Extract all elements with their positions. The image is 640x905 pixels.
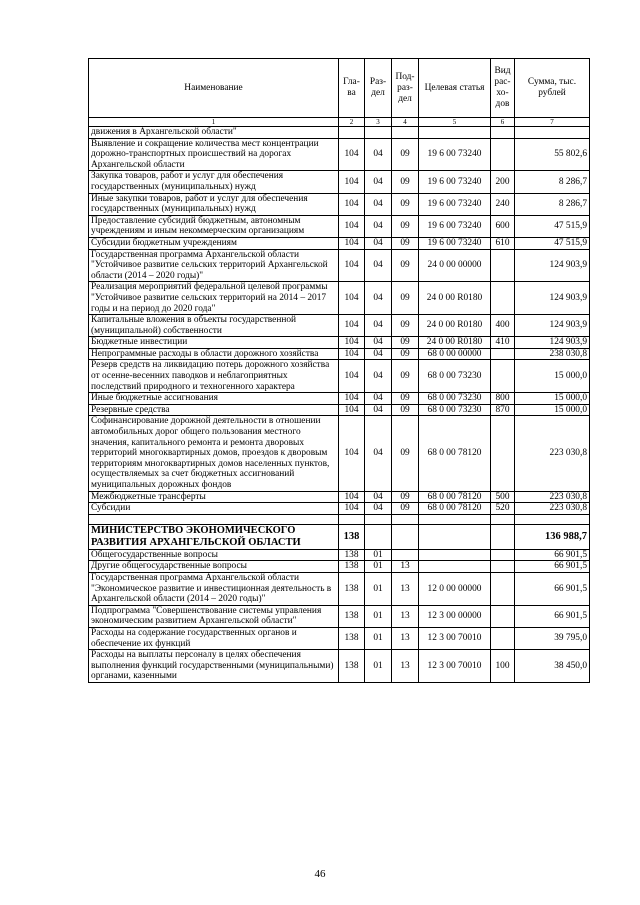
row-name: Софинансирование дорожной деятельности в отношении автомобильных дорог общего пользования местного значения, капитального ремонта и ремонта дворовых территорий многоквартирных домов, проездов к дворовым территориям многоквартирных домов населенных пунктов, осуществляемых за счет бюджетных ассигнований муниципальных дорожных фондов — [89, 416, 339, 491]
row-vid-rashodov — [491, 348, 515, 360]
row-name: Бюджетные инвестиции — [89, 337, 339, 349]
table-row — [89, 315, 590, 337]
row-summa: 39 795,0 — [515, 627, 590, 649]
row-cel-statya: 19 6 00 73240 — [419, 138, 491, 171]
table-row — [89, 404, 590, 416]
row-vid-rashodov: 100 — [491, 650, 515, 683]
row-vid-rashodov — [491, 249, 515, 282]
row-cel-statya: 68 0 00 73230 — [419, 360, 491, 393]
col-number: 6 — [491, 118, 515, 127]
row-podrazdel: 09 — [392, 237, 419, 249]
row-cel-statya — [419, 524, 491, 549]
row-vid-rashodov: 200 — [491, 171, 515, 193]
row-vid-rashodov — [491, 627, 515, 649]
row-cel-statya: 68 0 00 78120 — [419, 491, 491, 503]
row-summa: 15 000,0 — [515, 393, 590, 405]
row-name: Подпрограмма "Совершенствование системы управления экономическим развитием Архангельской области" — [89, 605, 339, 627]
col-number: 4 — [392, 118, 419, 127]
table-row — [89, 237, 590, 249]
col-number: 2 — [339, 118, 365, 127]
row-cel-statya: 12 3 00 70010 — [419, 627, 491, 649]
row-razdel: 04 — [365, 416, 392, 491]
row-razdel — [365, 127, 392, 139]
row-glava: 104 — [339, 348, 365, 360]
column-number-row — [89, 118, 590, 127]
table-row — [89, 337, 590, 349]
row-podrazdel: 09 — [392, 337, 419, 349]
col-number: 5 — [419, 118, 491, 127]
row-vid-rashodov — [491, 514, 515, 524]
row-podrazdel: 13 — [392, 650, 419, 683]
row-glava: 104 — [339, 337, 365, 349]
row-vid-rashodov: 520 — [491, 503, 515, 515]
row-glava: 138 — [339, 650, 365, 683]
row-cel-statya: 12 0 00 00000 — [419, 572, 491, 605]
col-number: 1 — [89, 118, 339, 127]
row-name: Субсидии — [89, 503, 339, 515]
row-cel-statya: 24 0 00 R0180 — [419, 337, 491, 349]
row-vid-rashodov: 600 — [491, 215, 515, 237]
row-cel-statya — [419, 549, 491, 561]
row-podrazdel — [392, 127, 419, 139]
row-glava: 138 — [339, 572, 365, 605]
row-podrazdel: 13 — [392, 605, 419, 627]
row-podrazdel: 09 — [392, 171, 419, 193]
row-summa: 47 515,9 — [515, 237, 590, 249]
row-podrazdel: 09 — [392, 282, 419, 315]
row-razdel: 01 — [365, 627, 392, 649]
row-vid-rashodov — [491, 561, 515, 573]
table-row — [89, 348, 590, 360]
table-row — [89, 650, 590, 683]
row-podrazdel: 13 — [392, 572, 419, 605]
row-glava: 104 — [339, 315, 365, 337]
row-glava: 138 — [339, 605, 365, 627]
header-summa: Сумма, тыс. рублей — [515, 59, 590, 118]
table-row — [89, 561, 590, 573]
row-podrazdel — [392, 549, 419, 561]
row-glava: 138 — [339, 549, 365, 561]
table-header-row — [89, 59, 590, 118]
row-razdel: 01 — [365, 549, 392, 561]
row-vid-rashodov — [491, 524, 515, 549]
row-name: Субсидии бюджетным учреждениям — [89, 237, 339, 249]
row-name: Реализация мероприятий федеральной целевой программы "Устойчивое развитие сельских территорий на 2014 – 2017 годы и на период до 2020 года" — [89, 282, 339, 315]
row-razdel: 04 — [365, 360, 392, 393]
row-cel-statya: 68 0 00 78120 — [419, 503, 491, 515]
table-row — [89, 514, 590, 524]
row-podrazdel: 09 — [392, 491, 419, 503]
row-glava: 104 — [339, 249, 365, 282]
row-summa: 223 030,8 — [515, 416, 590, 491]
row-razdel — [365, 514, 392, 524]
row-name: Расходы на содержание государственных органов и обеспечение их функций — [89, 627, 339, 649]
row-name — [89, 514, 339, 524]
row-glava: 138 — [339, 524, 365, 549]
row-cel-statya: 19 6 00 73240 — [419, 237, 491, 249]
row-razdel: 04 — [365, 237, 392, 249]
row-glava: 104 — [339, 237, 365, 249]
row-razdel: 04 — [365, 337, 392, 349]
row-vid-rashodov: 240 — [491, 193, 515, 215]
row-summa: 66 901,5 — [515, 605, 590, 627]
row-name: Другие общегосударственные вопросы — [89, 561, 339, 573]
row-glava: 138 — [339, 561, 365, 573]
row-cel-statya: 12 3 00 70010 — [419, 650, 491, 683]
row-glava: 104 — [339, 193, 365, 215]
row-glava: 104 — [339, 360, 365, 393]
table-row — [89, 572, 590, 605]
row-name: Иные бюджетные ассигнования — [89, 393, 339, 405]
row-razdel: 04 — [365, 138, 392, 171]
row-cel-statya: 68 0 00 00000 — [419, 348, 491, 360]
row-name: Непрограммные расходы в области дорожного хозяйства — [89, 348, 339, 360]
row-glava: 104 — [339, 393, 365, 405]
row-podrazdel: 09 — [392, 360, 419, 393]
row-podrazdel: 09 — [392, 503, 419, 515]
row-glava: 104 — [339, 491, 365, 503]
row-summa: 223 030,8 — [515, 491, 590, 503]
row-razdel: 04 — [365, 215, 392, 237]
header-vid-rashodov: Вид рас-хо-дов — [491, 59, 515, 118]
row-summa — [515, 514, 590, 524]
row-razdel: 04 — [365, 503, 392, 515]
row-podrazdel: 09 — [392, 193, 419, 215]
row-glava: 104 — [339, 171, 365, 193]
row-summa: 124 903,9 — [515, 249, 590, 282]
row-glava: 104 — [339, 404, 365, 416]
row-cel-statya: 19 6 00 73240 — [419, 193, 491, 215]
row-cel-statya — [419, 127, 491, 139]
row-razdel: 04 — [365, 393, 392, 405]
row-summa: 124 903,9 — [515, 315, 590, 337]
row-vid-rashodov: 400 — [491, 315, 515, 337]
page-number: 46 — [314, 868, 326, 880]
row-vid-rashodov — [491, 416, 515, 491]
row-podrazdel: 13 — [392, 627, 419, 649]
row-name: Выявление и сокращение количества мест концентрации дорожно-транспортных происшествий на дорогах Архангельской области — [89, 138, 339, 171]
row-vid-rashodov: 610 — [491, 237, 515, 249]
row-vid-rashodov: 410 — [491, 337, 515, 349]
row-vid-rashodov — [491, 605, 515, 627]
header-podrazdel: Под-раз-дел — [392, 59, 419, 118]
row-cel-statya: 24 0 00 00000 — [419, 249, 491, 282]
row-cel-statya: 12 3 00 00000 — [419, 605, 491, 627]
table-row — [89, 249, 590, 282]
row-vid-rashodov — [491, 138, 515, 171]
row-cel-statya: 68 0 00 78120 — [419, 416, 491, 491]
header-glava: Гла-ва — [339, 59, 365, 118]
row-razdel: 01 — [365, 561, 392, 573]
table-row — [89, 127, 590, 139]
row-podrazdel: 09 — [392, 138, 419, 171]
row-cel-statya: 24 0 00 R0180 — [419, 315, 491, 337]
table-row — [89, 193, 590, 215]
row-name: МИНИСТЕРСТВО ЭКОНОМИЧЕСКОГО РАЗВИТИЯ АРХАНГЕЛЬСКОЙ ОБЛАСТИ — [89, 524, 339, 549]
row-razdel: 04 — [365, 315, 392, 337]
table-row — [89, 393, 590, 405]
row-name: Общегосударственные вопросы — [89, 549, 339, 561]
row-name: Расходы на выплаты персоналу в целях обеспечения выполнения функций государственными (муниципальными) органами, казенными — [89, 650, 339, 683]
row-vid-rashodov: 800 — [491, 393, 515, 405]
row-name: Закупка товаров, работ и услуг для обеспечения государственных (муниципальных) нужд — [89, 171, 339, 193]
row-podrazdel: 09 — [392, 315, 419, 337]
row-name: Резерв средств на ликвидацию потерь дорожного хозяйства от осенне-весенних паводков и неблагоприятных последствий природного и техногенного характера — [89, 360, 339, 393]
header-razdel: Раз-дел — [365, 59, 392, 118]
row-glava — [339, 514, 365, 524]
row-summa: 66 901,5 — [515, 572, 590, 605]
row-podrazdel: 09 — [392, 393, 419, 405]
row-razdel: 04 — [365, 491, 392, 503]
table-row — [89, 215, 590, 237]
row-summa: 55 802,6 — [515, 138, 590, 171]
table-row — [89, 503, 590, 515]
row-cel-statya: 68 0 00 73230 — [419, 404, 491, 416]
row-vid-rashodov — [491, 360, 515, 393]
row-summa: 15 000,0 — [515, 360, 590, 393]
row-podrazdel: 09 — [392, 215, 419, 237]
row-podrazdel: 09 — [392, 249, 419, 282]
row-vid-rashodov: 870 — [491, 404, 515, 416]
row-razdel: 04 — [365, 193, 392, 215]
row-summa: 8 286,7 — [515, 171, 590, 193]
row-razdel: 04 — [365, 404, 392, 416]
row-vid-rashodov — [491, 127, 515, 139]
row-glava — [339, 127, 365, 139]
row-podrazdel — [392, 524, 419, 549]
row-razdel — [365, 524, 392, 549]
row-summa: 15 000,0 — [515, 404, 590, 416]
row-razdel: 04 — [365, 249, 392, 282]
row-razdel: 01 — [365, 605, 392, 627]
table-row — [89, 491, 590, 503]
row-name: Иные закупки товаров, работ и услуг для обеспечения государственных (муниципальных) нужд — [89, 193, 339, 215]
row-podrazdel: 13 — [392, 561, 419, 573]
row-podrazdel: 09 — [392, 348, 419, 360]
row-glava: 104 — [339, 503, 365, 515]
row-vid-rashodov — [491, 549, 515, 561]
row-glava: 104 — [339, 416, 365, 491]
row-cel-statya: 19 6 00 73240 — [419, 215, 491, 237]
row-glava: 104 — [339, 282, 365, 315]
header-cel-statya: Целевая статья — [419, 59, 491, 118]
table-row — [89, 605, 590, 627]
row-cel-statya — [419, 514, 491, 524]
row-razdel: 01 — [365, 650, 392, 683]
row-summa: 124 903,9 — [515, 337, 590, 349]
row-summa: 124 903,9 — [515, 282, 590, 315]
table-row — [89, 549, 590, 561]
budget-table — [88, 58, 590, 683]
header-name: Наименование — [89, 59, 339, 118]
row-name: Резервные средства — [89, 404, 339, 416]
row-razdel: 04 — [365, 282, 392, 315]
table-row — [89, 282, 590, 315]
row-name: Межбюджетные трансферты — [89, 491, 339, 503]
row-name: Государственная программа Архангельской области "Экономическое развитие и инвестиционная деятельность в Архангельской области (2014 – 2020 годы)" — [89, 572, 339, 605]
row-summa: 238 030,8 — [515, 348, 590, 360]
row-name: движения в Архангельской области" — [89, 127, 339, 139]
row-podrazdel: 09 — [392, 416, 419, 491]
row-cel-statya: 68 0 00 73230 — [419, 393, 491, 405]
row-summa: 223 030,8 — [515, 503, 590, 515]
row-glava: 104 — [339, 215, 365, 237]
table-row — [89, 138, 590, 171]
row-summa: 47 515,9 — [515, 215, 590, 237]
row-name: Предоставление субсидий бюджетным, автономным учреждениям и иным некоммерческим организациям — [89, 215, 339, 237]
row-vid-rashodov — [491, 282, 515, 315]
row-podrazdel: 09 — [392, 404, 419, 416]
row-summa — [515, 127, 590, 139]
row-summa: 38 450,0 — [515, 650, 590, 683]
row-cel-statya: 19 6 00 73240 — [419, 171, 491, 193]
col-number: 7 — [515, 118, 590, 127]
row-summa: 66 901,5 — [515, 561, 590, 573]
table-row — [89, 416, 590, 491]
row-razdel: 04 — [365, 348, 392, 360]
row-summa: 66 901,5 — [515, 549, 590, 561]
row-cel-statya: 24 0 00 R0180 — [419, 282, 491, 315]
row-summa: 136 988,7 — [515, 524, 590, 549]
row-glava: 138 — [339, 627, 365, 649]
table-row — [89, 524, 590, 549]
table-row — [89, 627, 590, 649]
row-podrazdel — [392, 514, 419, 524]
row-vid-rashodov: 500 — [491, 491, 515, 503]
row-cel-statya — [419, 561, 491, 573]
table-body — [89, 127, 590, 683]
row-name: Государственная программа Архангельской области "Устойчивое развитие сельских территорий Архангельской области (2014 – 2020 годы)" — [89, 249, 339, 282]
row-name: Капитальные вложения в объекты государственной (муниципальной) собственности — [89, 315, 339, 337]
row-vid-rashodov — [491, 572, 515, 605]
table-row — [89, 360, 590, 393]
row-glava: 104 — [339, 138, 365, 171]
table-row — [89, 171, 590, 193]
row-razdel: 04 — [365, 171, 392, 193]
col-number: 3 — [365, 118, 392, 127]
row-razdel: 01 — [365, 572, 392, 605]
row-summa: 8 286,7 — [515, 193, 590, 215]
